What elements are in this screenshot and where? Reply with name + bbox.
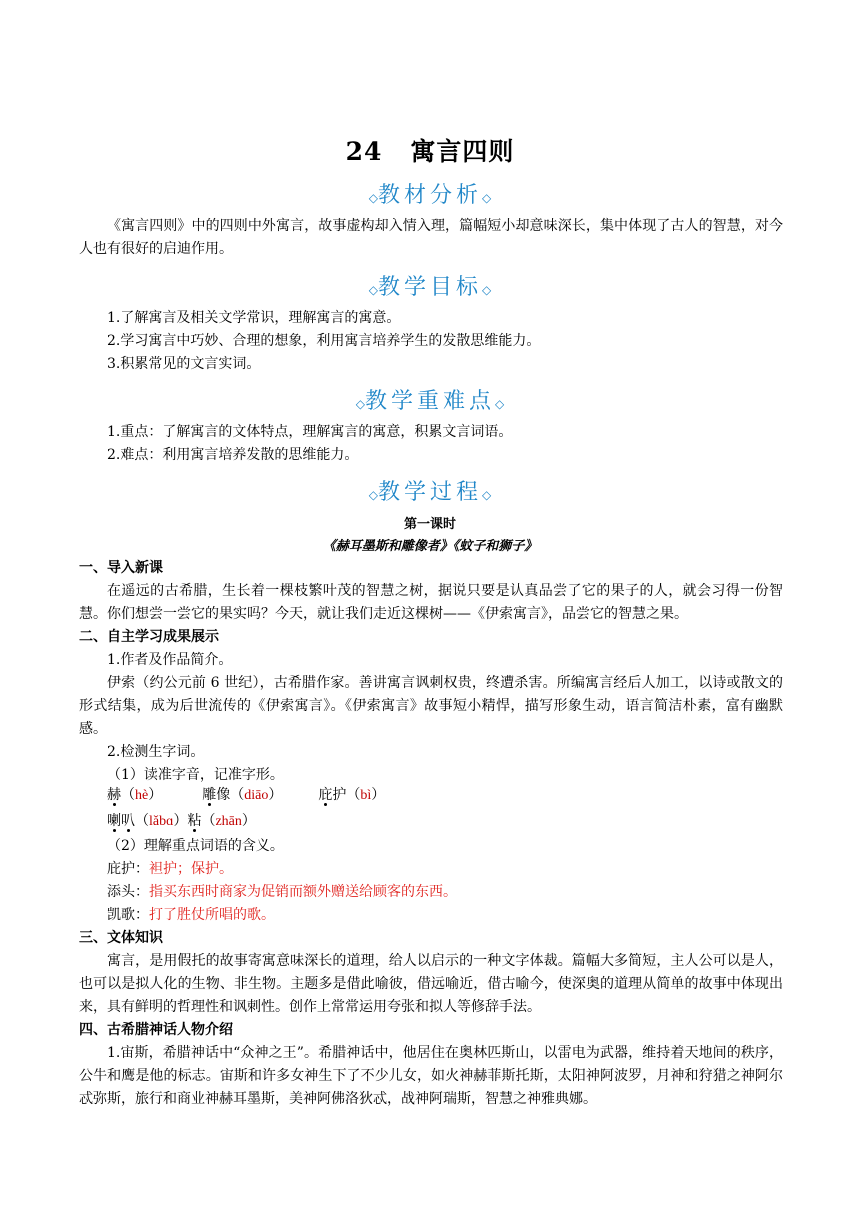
term: 庇护：: [107, 861, 149, 877]
term-definition: [107, 858, 233, 881]
term: 添头：: [107, 884, 149, 900]
sub-item: 1.作者及作品简介。: [107, 652, 233, 668]
dotted-char: 喇: [107, 813, 121, 829]
diamond-icon: ◇: [368, 488, 378, 502]
term-definition: [107, 881, 457, 904]
lesson-texts: 《赫耳墨斯和雕像者》《蚊子和狮子》: [322, 539, 538, 554]
part-heading: 三、文体知识: [79, 930, 163, 946]
term: 凯歌：: [107, 907, 149, 923]
sub-item: （2）理解重点词语的含义。: [107, 838, 284, 854]
section-heading-process: ◇教学过程◇: [368, 480, 492, 505]
pinyin: zhān: [215, 814, 242, 829]
intro-paragraph: 在遥远的古希腊，生长着一棵枝繁叶茂的智慧之树，据说只要是认真品尝了它的果子的人，就会习得一份智慧。你们想尝一尝它的果实吗？今天，就让我们走近这棵树——《伊索寓言》，品尝它的智慧之果。: [79, 583, 783, 622]
sub-item: 2.检测生字词。: [107, 744, 205, 760]
diamond-icon: ◇: [355, 397, 365, 411]
diamond-icon: ◇: [368, 283, 378, 297]
term-answer: 袒护；保护。: [149, 861, 233, 877]
sub-item: （1）读准字音，记准字形。: [107, 767, 284, 783]
dotted-char: 粘: [187, 813, 202, 829]
section-heading-goals: ◇教学目标◇: [368, 275, 492, 300]
diamond-icon: ◇: [495, 397, 505, 411]
word-row: 喇叭（lǎbɑ）粘（zhān）: [107, 813, 256, 829]
section-heading-analysis: ◇教材分析◇: [368, 183, 492, 208]
term-answer: 指买东西时商家为促销而额外赠送给顾客的东西。: [149, 884, 457, 900]
term-answer: 打了胜仗所唱的歌。: [149, 907, 275, 923]
goal-item: 3.积累常见的文言实词。: [107, 356, 261, 372]
pinyin: lǎbɑ: [149, 814, 174, 829]
genre-paragraph: 寓言，是用假托的故事寄寓意味深长的道理，给人以启示的一种文字体裁。篇幅大多简短，主人公可以是人，也可以是拟人化的生物、非生物。主题多是借此喻彼，借远喻近，借古喻今，使深奥的道理从简单的故事中体现出来，具有鲜明的哲理性和讽刺性。创作上常常运用夸张和拟人等修辞手法。: [79, 953, 783, 1015]
diamond-icon: ◇: [482, 283, 492, 297]
page-title: 24 寓言四则: [345, 137, 515, 166]
analysis-paragraph: 《寓言四则》中的四则中外寓言，故事虚构却入情入理，篇幅短小却意味深长，集中体现了古人的智慧，对今人也有很好的启迪作用。: [79, 218, 783, 257]
keypoint-item: 1.重点：了解寓言的文体特点，理解寓言的寓意，积累文言词语。: [107, 424, 513, 440]
part-heading: 四、古希腊神话人物介绍: [79, 1022, 233, 1038]
dotted-char: 叭: [121, 813, 135, 829]
dotted-char: 赫: [107, 787, 121, 803]
author-paragraph: 伊索（约公元前 6 世纪），古希腊作家。善讲寓言讽刺权贵，终遭杀害。所编寓言经后人加工，以诗或散文的形式结集，成为后世流传的《伊索寓言》。《伊索寓言》故事短小精悍，描写形象生动，语言简洁朴素，富有幽默感。: [79, 675, 783, 737]
part-heading: 二、自主学习成果展示: [79, 629, 219, 645]
mythology-paragraph: 1.宙斯，希腊神话中“众神之王”。希腊神话中，他居住在奥林匹斯山，以雷电为武器，维持着天地间的秩序，公牛和鹰是他的标志。宙斯和许多女神生下了不少儿女，如火神赫菲斯托斯，太阳神阿波罗，月神和狩猎之神阿尔忒弥斯，旅行和商业神赫耳墨斯，美神阿佛洛狄忒，战神阿瑞斯，智慧之神雅典娜。: [79, 1045, 783, 1107]
pinyin: hè: [135, 788, 149, 803]
word-row: 赫（hè） 雕像（diāo） 庇护（bì）: [107, 787, 386, 803]
goal-item: 1.了解寓言及相关文学常识，理解寓言的寓意。: [107, 310, 401, 326]
diamond-icon: ◇: [368, 191, 378, 205]
keypoint-item: 2.难点：利用寓言培养发散的思维能力。: [107, 447, 359, 463]
dotted-char: 庇: [318, 787, 333, 803]
diamond-icon: ◇: [482, 488, 492, 502]
goal-item: 2.学习寓言中巧妙、合理的想象，利用寓言培养学生的发散思维能力。: [107, 333, 541, 349]
pinyin: diāo: [244, 788, 269, 803]
term-definition: [107, 904, 275, 927]
section-heading-keypoints: ◇教学重难点◇: [355, 389, 505, 414]
lesson-label: 第一课时: [403, 517, 456, 532]
diamond-icon: ◇: [482, 191, 492, 205]
part-heading: 一、导入新课: [79, 560, 163, 576]
pinyin: bì: [360, 788, 372, 803]
dotted-char: 雕: [202, 787, 217, 803]
